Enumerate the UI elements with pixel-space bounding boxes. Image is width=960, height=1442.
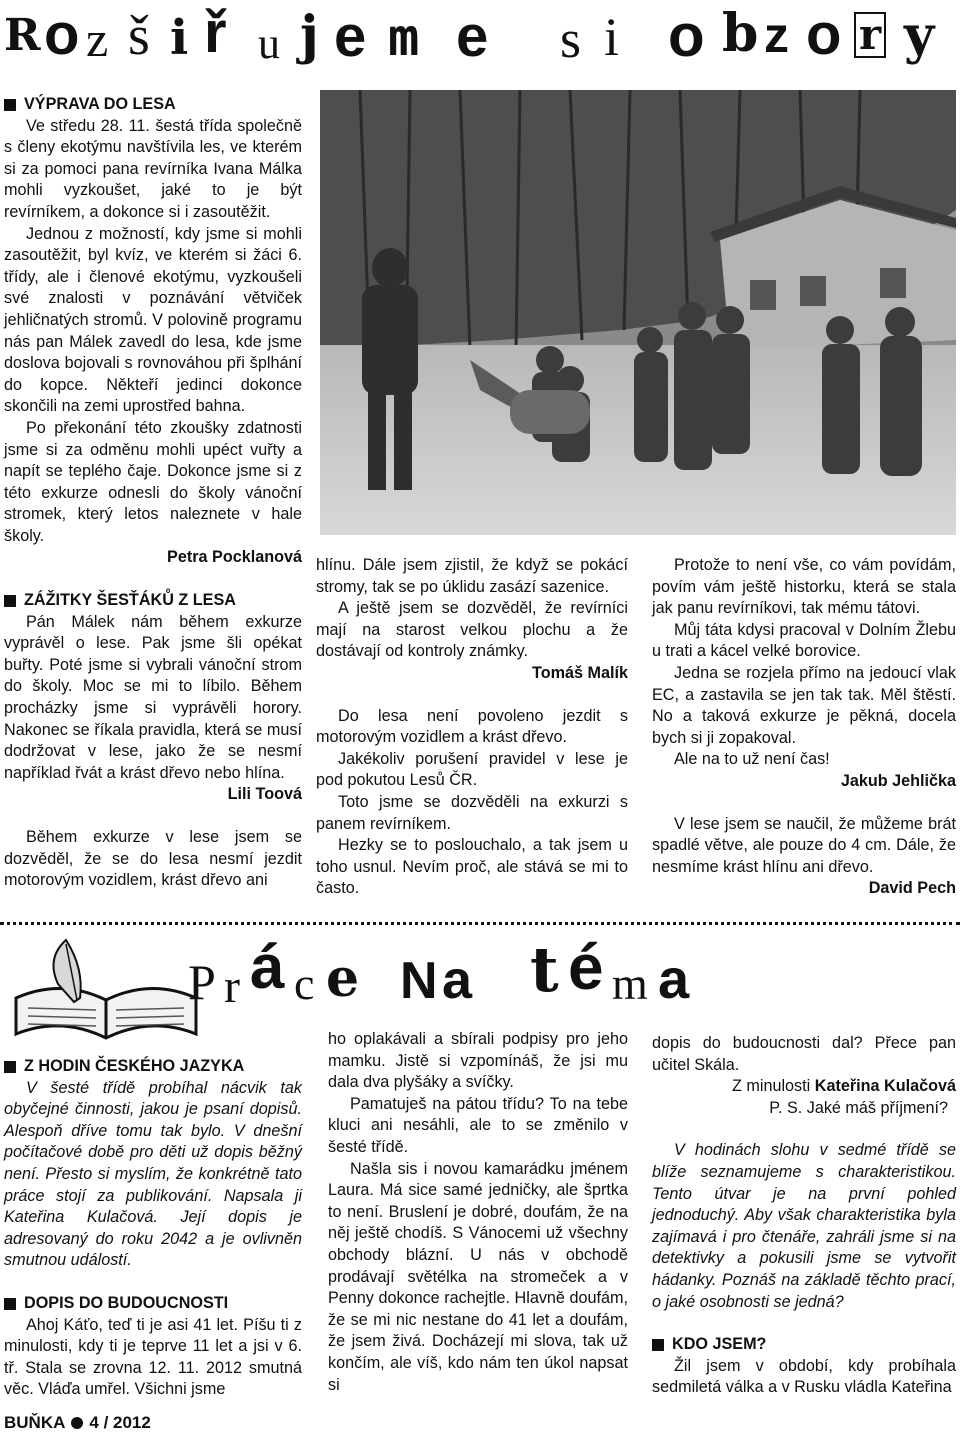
article-paragraph: Protože to není vše, co vám povídám, povím vám ještě historku, která se stala jak panu revírníkovi, tak mému tátovi. bbox=[652, 556, 956, 618]
article-paragraph: Ve středu 28. 11. šestá třída společně s členy ekotýmu navštívila les, ve kterém si za pomoci pana revírníka Ivana Málka mohli vyzkoušet, jaké to je být revírníkem, a dokonce si i zasoutěžit. bbox=[4, 116, 302, 221]
column-left-bottom bbox=[4, 1056, 302, 1401]
article-paragraph: Po překonání této zkoušky zdatnosti jsme si za odměnu mohli upéct vuřty a napít se teplého čaje. Dokonce jsme si z této exkurze odnesli do školy vánoční stromek, který letos naleznete v hale školy. bbox=[4, 418, 302, 545]
masthead-letter: m bbox=[388, 8, 420, 68]
letter-signature bbox=[652, 1076, 956, 1098]
article-paragraph: V lese jsem se naučil, že můžeme brát spadlé větve, ale pouze do 4 cm. Dále, že nesmíme krást hlínu ani dřevo. bbox=[652, 814, 956, 876]
masthead-letter: r bbox=[854, 12, 886, 58]
masthead-letter: z bbox=[86, 11, 109, 67]
masthead-letter: R bbox=[4, 10, 41, 61]
title-letter: é bbox=[568, 931, 604, 1003]
author-signature: David Pech bbox=[868, 879, 956, 898]
square-bullet-icon bbox=[4, 595, 16, 607]
author-signature: Jakub Jehlička bbox=[840, 771, 956, 790]
column-right-bottom bbox=[652, 1033, 956, 1399]
article-heading bbox=[4, 1056, 302, 1078]
author-signature: Petra Pocklanová bbox=[167, 548, 302, 567]
author-signature: Lili Toová bbox=[227, 785, 302, 804]
signature-prefix: Z minulosti bbox=[731, 1077, 811, 1096]
article-heading bbox=[652, 1334, 956, 1356]
letter-paragraph: Našla sis i novou kamarádku jménem Laura. Má sice samé jedničky, ale šprtka to není. Bruslení je dobré, doufám, že na něj ještě chodíš. S Vánocemi už všechny obchody blázní. U nás v obchodě prodávají světélka na stromeček a v Penny dokonce rachejtle. Hlavně doufám, že se mi nic nestane do 41 let a doufám, že jsem živá. Docházejí mi slova, tak už končím, ale víš, kdo nám ten úkol napsat si bbox=[328, 1159, 628, 1394]
masthead-letter: z bbox=[764, 7, 789, 63]
masthead-letter: o bbox=[806, 2, 842, 67]
postscript: P. S. Jaké máš příjmení? bbox=[769, 1098, 948, 1117]
article-paragraph: Jakékoliv porušení pravidel v lese je pod pokutou Lesů ČR. bbox=[316, 749, 628, 790]
title-letter: c bbox=[294, 958, 315, 1009]
square-bullet-icon bbox=[4, 1298, 16, 1310]
masthead-letter: s bbox=[560, 9, 582, 69]
magazine-name: BUŇKA bbox=[4, 1413, 66, 1432]
masthead-letter: i bbox=[170, 10, 189, 66]
article-intro: V hodinách slohu v sedmé třídě se blíže seznamujeme s charakteristikou. Tento útvar je na první pohled jednoduchý. Aby však charakteristika byla zajímavá i pro čtenáře, zahráli jsme si na detektivky a pokusili jsme se vytvořit hádanky. Poznáš na základě těchto prací, o jaké osobnosti se jedná? bbox=[652, 1141, 956, 1311]
article-paragraph: Toto jsme se dozvěděli na exkurzi s panem revírníkem. bbox=[316, 792, 628, 833]
column-middle-top bbox=[316, 555, 628, 900]
article-heading bbox=[4, 94, 302, 116]
article-paragraph: Pán Málek nám během exkurze vyprávěl o lese. Pak jsme šli opékat buřty. Poté jsme si vybrali vánoční strom do školy. Moc se mi to líbilo. Během procházky jsme si vyprávěli horory. Nakonec se říkala pravidla, která se musí dodržovat v lese, jako že se nesmí například řvát a krást dřevo nebo hlína. bbox=[4, 612, 302, 782]
title-letter: r bbox=[224, 960, 240, 1013]
article-paragraph: hlínu. Dále jsem zjistil, že když se pokácí stromy, tak se po úklidu zasází sazenice. bbox=[316, 556, 628, 596]
dot-separator-icon bbox=[71, 1417, 83, 1429]
masthead-letter: e bbox=[456, 4, 489, 69]
page-footer bbox=[4, 1413, 151, 1433]
letter-paragraph: Pamatuješ na pátou třídu? To na tebe kluci ani nesáhli, ale to se změnilo v šesté třídě. bbox=[328, 1094, 628, 1156]
masthead-letter: ř bbox=[204, 0, 227, 65]
article-paragraph: A ještě jsem se dozvěděl, že revírníci mají na starost velkou plochu a že dostávají od kontroly známky. bbox=[316, 599, 628, 661]
heading-text: ZÁŽITKY ŠESŤÁKŮ Z LESA bbox=[24, 591, 236, 610]
letter-paragraph: dopis do budoucnosti dal? Přece pan učitel Skála. bbox=[652, 1034, 956, 1074]
article-paragraph: Do lesa není povoleno jezdit s motorovým vozidlem a krást dřevo. bbox=[316, 706, 628, 747]
article-paragraph: Hezky se to poslouchalo, a tak jsem u toho usnul. Nevím proč, ale stává se mi to často. bbox=[316, 836, 628, 898]
masthead-letter: o bbox=[668, 2, 705, 69]
masthead-letter: b bbox=[722, 3, 759, 64]
forest-excursion-photo bbox=[320, 90, 956, 535]
article-intro: V šesté třídě probíhal nácvik tak obyčejné činnosti, jakou je psaní dopisů. Alespoň dříve tomu tak bylo. V dnešní počítačové době pro děti už dopis běžný není. Přesto si myslím, že konkrétně tato práce stojí za publikování. Napsala ji Kateřina Kulačová. Její dopis je adresovaný do roku 2042 a je ovlivněn smutnou událostí. bbox=[4, 1078, 302, 1270]
letter-paragraph: Ahoj Káťo, teď ti je asi 41 let. Píšu ti z minulosti, kdy ti je teprve 11 let a jsi v 6. tř. Stala se zrovna 12. 11. 2012 smutná věc. Vláďa umřel. Všichni jsme bbox=[4, 1315, 302, 1399]
section-divider bbox=[0, 922, 960, 925]
book-quill-icon bbox=[6, 938, 206, 1048]
heading-text: KDO JSEM? bbox=[672, 1335, 767, 1354]
title-letter: t bbox=[530, 933, 559, 1006]
article-paragraph: Jedna se rozjela přímo na jedoucí vlak EC, a zastavila se jen tak tak. Měl štěstí. No a taková exkurze je pěkná, docela bych si ji zopakoval. bbox=[652, 663, 956, 747]
column-left-top bbox=[4, 94, 302, 892]
heading-text: Z HODIN ČESKÉHO JAZYKA bbox=[24, 1057, 245, 1075]
masthead-title bbox=[0, 0, 960, 88]
masthead-letter: i bbox=[604, 7, 620, 67]
square-bullet-icon bbox=[652, 1339, 664, 1351]
article-paragraph: Jednou z možností, kdy jsme si mohli zasoutěžit, byl kvíz, ve kterém si žáci 6. třídy, ale i členové ekotýmu, vyzkoušeli své znalosti v poznávání větviček jehličnatých stromů. V polovině programu nás pan Málek zavedl do lesa, kde jsme doslova bojovali s rovnováhou při šplhání do kopce. Někteří jedinci dokonce skončili na zemi uprostřed bahna. bbox=[4, 224, 302, 416]
issue-number: 4 / 2012 bbox=[89, 1413, 151, 1432]
article-paragraph: Ale na to už není čas! bbox=[674, 750, 830, 769]
title-letter: a bbox=[658, 947, 690, 1010]
article-heading bbox=[4, 1293, 302, 1315]
title-letter: a bbox=[442, 950, 473, 1010]
title-letter: á bbox=[250, 933, 285, 1002]
masthead-letter: j bbox=[300, 5, 319, 66]
masthead-letter: š bbox=[128, 5, 150, 67]
title-letter: N bbox=[400, 952, 438, 1010]
masthead-letter: e bbox=[334, 4, 367, 69]
title-letter: m bbox=[612, 958, 648, 1009]
masthead-letter: y bbox=[904, 5, 935, 66]
article-paragraph: Během exkurze v lese jsem se dozvěděl, že se do lesa nesmí jezdit motorovým vozidlem, krást dřevo ani bbox=[4, 828, 302, 890]
letter-paragraph: ho oplakávali a sbírali podpisy pro jeho mamku. Jistě si vzpomínáš, že jsi mu dala dva plyšáky a svíčky. bbox=[328, 1030, 628, 1092]
article-paragraph: Žil jsem v období, kdy probíhala sedmiletá válka a v Rusku vládla Kateřina bbox=[652, 1356, 956, 1397]
heading-text: VÝPRAVA DO LESA bbox=[24, 95, 176, 113]
article-heading bbox=[4, 590, 302, 612]
masthead-letter: u bbox=[258, 19, 280, 68]
square-bullet-icon bbox=[4, 1061, 16, 1073]
title-letter: P bbox=[188, 954, 216, 1010]
title-letter: e bbox=[326, 948, 360, 1009]
masthead-letter: o bbox=[44, 2, 80, 67]
article-paragraph: Můj táta kdysi pracoval v Dolním Žlebu u trati a kácel velké borovice. bbox=[652, 620, 956, 661]
heading-text: DOPIS DO BUDOUCNOSTI bbox=[24, 1293, 229, 1312]
column-right-top bbox=[652, 555, 956, 900]
author-signature: Tomáš Malík bbox=[532, 663, 628, 682]
square-bullet-icon bbox=[4, 99, 16, 111]
signature-name: Kateřina Kulačová bbox=[814, 1077, 956, 1096]
column-middle-bottom bbox=[328, 1029, 628, 1396]
section-title-prace-na-tema bbox=[188, 931, 888, 1025]
